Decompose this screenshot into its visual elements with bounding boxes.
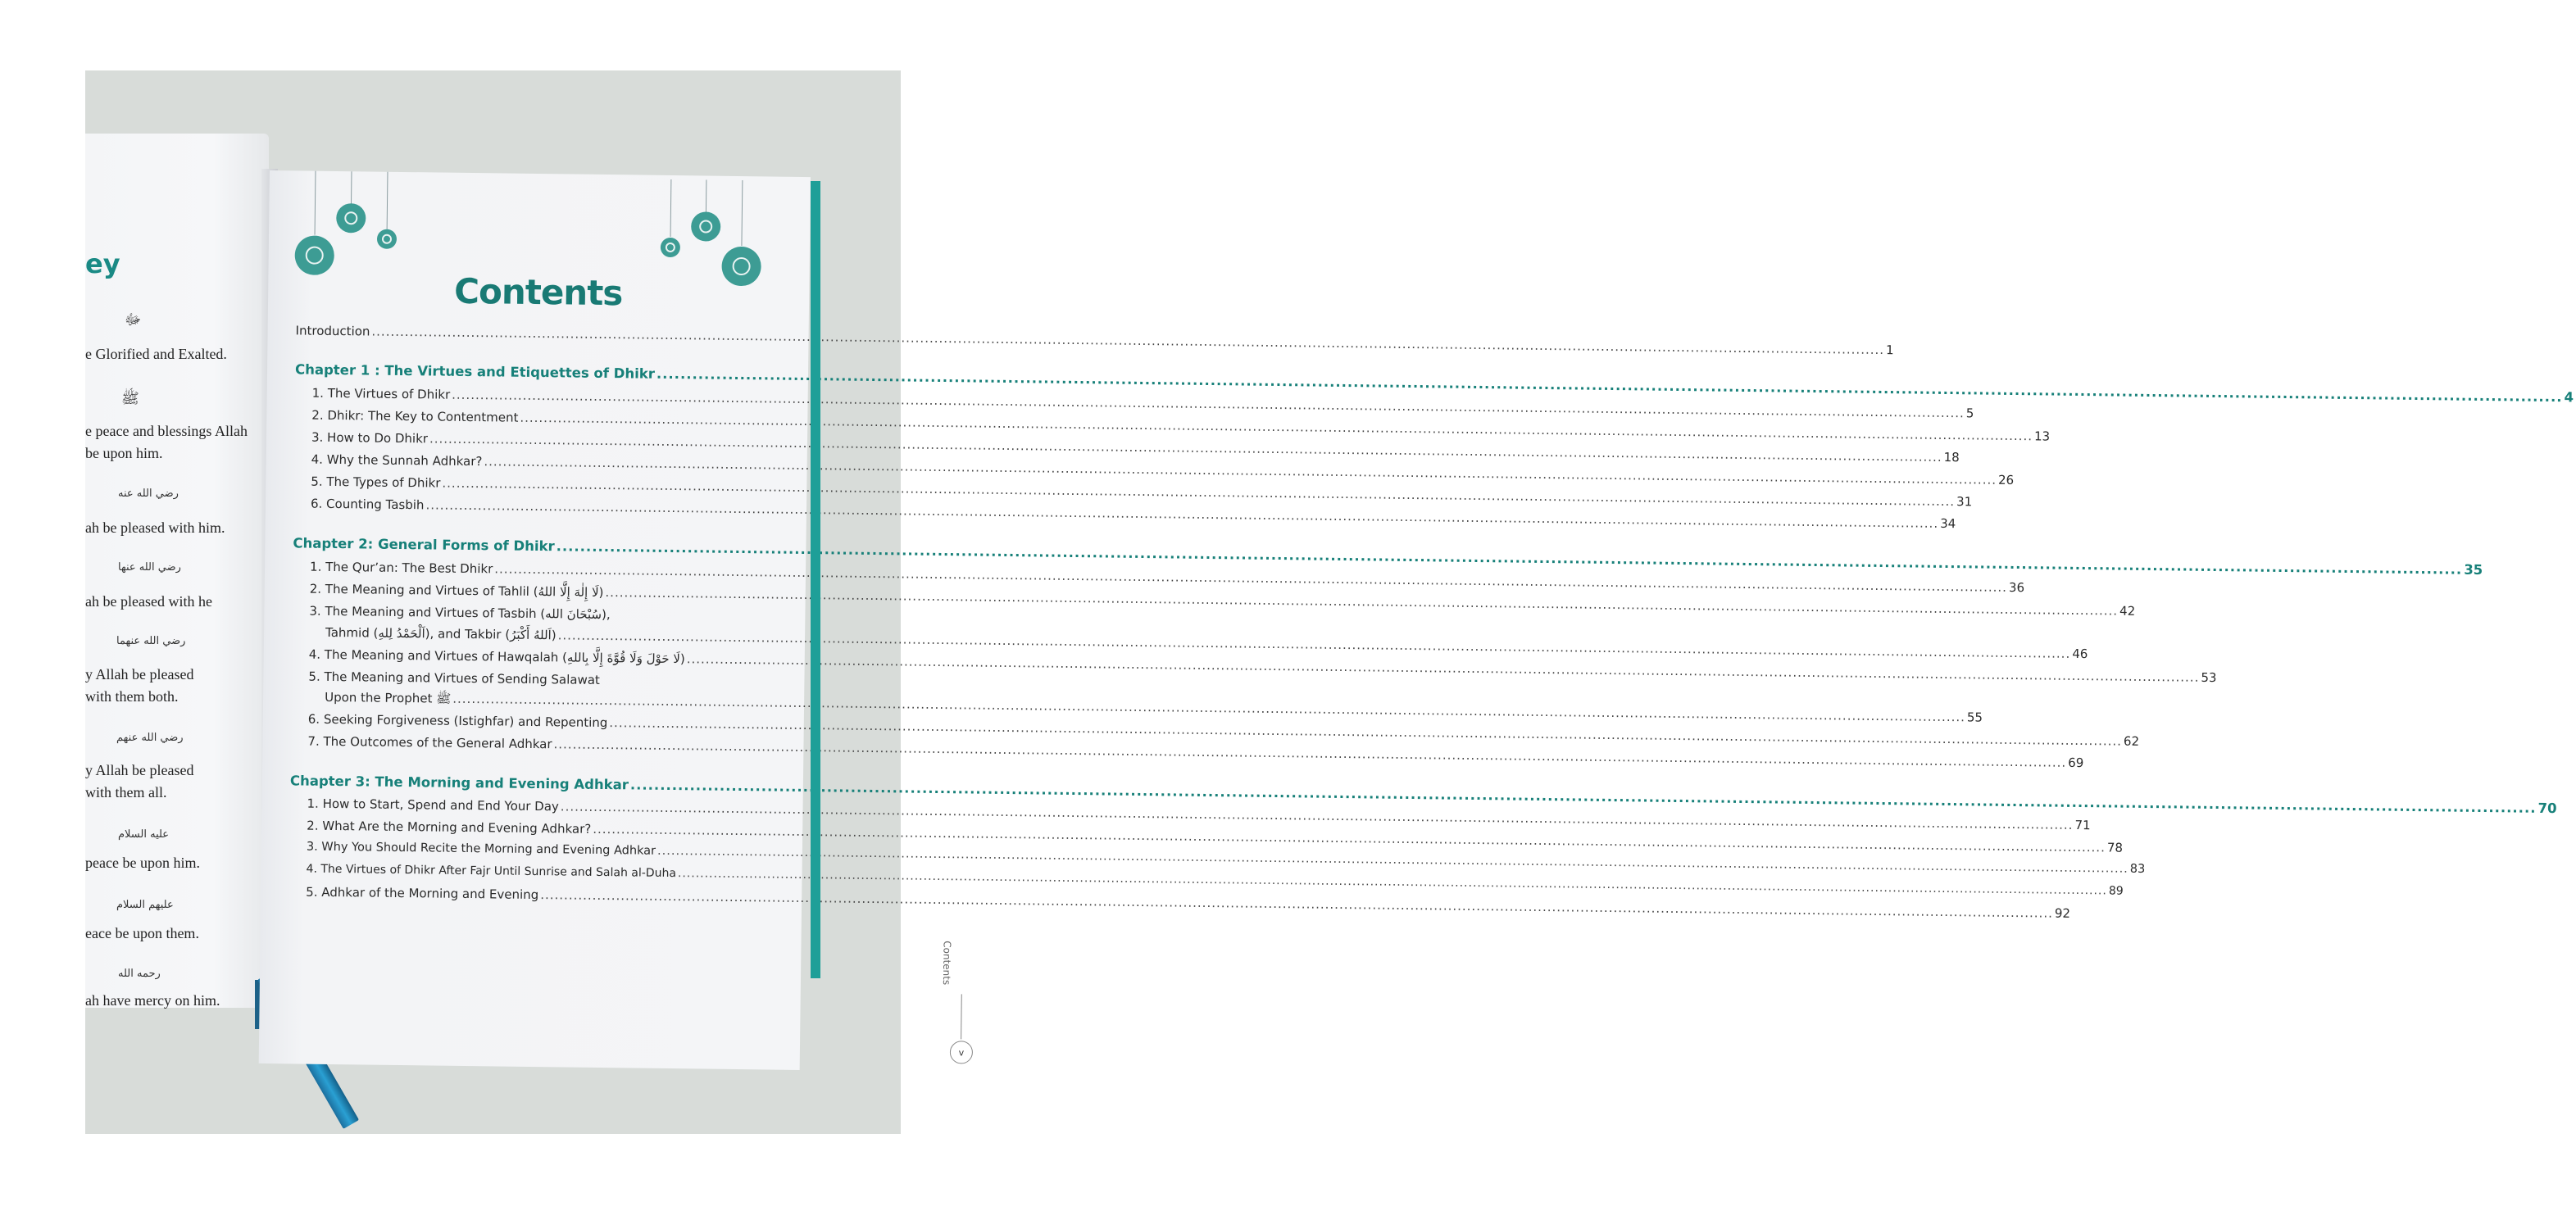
key-title: ey — [85, 248, 120, 279]
key-item-text: eace be upon them. — [85, 925, 199, 941]
toc-label: 2. The Meaning and Virtues of Tahlil (لَا إِلٰهَ إِلَّا اللهُ) — [309, 581, 604, 601]
toc-entry — [310, 496, 1956, 532]
toc-label: 6. Seeking Forgiveness (Istighfar) and Repenting — [307, 711, 608, 731]
toc-label: 3. How to Do Dhikr — [311, 429, 429, 447]
flower-ornament — [336, 203, 366, 233]
toc-label: 5. The Meaning and Virtues of Sending Salawat — [308, 669, 600, 687]
toc-page: 13 — [2033, 429, 2051, 444]
page-number: v — [950, 1041, 973, 1063]
key-item-text: e Glorified and Exalted. — [85, 346, 227, 362]
toc-page: 89 — [2108, 884, 2124, 898]
honorific-glyph: ﷻ — [125, 311, 142, 329]
toc-label: Chapter 2: General Forms of Dhikr — [293, 535, 555, 555]
flower-ornament — [377, 229, 397, 249]
toc-label: Chapter 3: The Morning and Evening Adhkar — [289, 773, 629, 793]
toc-label: 2. What Are the Morning and Evening Adhkar? — [307, 818, 592, 837]
honorific-glyph: عليهم السلام — [116, 899, 174, 911]
key-item-text: ah be pleased with he — [85, 593, 212, 610]
running-head: Contents — [940, 941, 953, 986]
honorific-glyph: عليه السلام — [118, 828, 170, 841]
toc-label: 6. Counting Tasbih — [310, 496, 425, 513]
book-photo — [85, 70, 2574, 1134]
toc-page: 53 — [2201, 669, 2217, 686]
toc-page: 35 — [2464, 561, 2483, 578]
toc-page: 92 — [2054, 905, 2071, 921]
honorific-glyph: رضي الله عنهما — [116, 635, 186, 647]
toc-page: 78 — [2106, 840, 2124, 855]
toc-page: 55 — [1966, 710, 1983, 725]
toc-page: 71 — [2074, 817, 2091, 833]
toc-label: 2. Dhikr: The Key to Contentment — [311, 407, 519, 425]
toc-label: Chapter 1 : The Virtues and Etiquettes of Dhikr — [294, 361, 656, 382]
toc-page: 5 — [1965, 406, 1974, 421]
toc-label: 4. Why the Sunnah Adhkar? — [311, 451, 483, 469]
key-item-text: e peace and blessings Allah be upon him. — [85, 423, 248, 461]
toc-label: 7. The Outcomes of the General Adhkar — [307, 733, 552, 752]
toc-label: Upon the Prophet ﷺ — [325, 689, 452, 706]
key-item-text: ah have mercy on him. — [85, 992, 220, 1009]
toc-label: 3. Why You Should Recite the Morning and Evening Adhkar — [306, 840, 656, 858]
contents-page — [259, 170, 2574, 1070]
toc-page: 31 — [1956, 494, 1973, 510]
flower-ornament — [661, 238, 680, 257]
toc-page: 42 — [2119, 603, 2136, 619]
honorific-glyph: رضي الله عنه — [118, 488, 179, 500]
toc-label: 5. Adhkar of the Morning and Evening — [306, 884, 539, 903]
toc-entry — [306, 884, 2071, 921]
toc-label: Introduction — [295, 323, 370, 339]
toc-page: 46 — [2072, 646, 2088, 662]
toc-label: 4. The Virtues of Dhikr After Fajr Until Sunrise and Salah al-Duha — [306, 862, 677, 881]
toc-page: 18 — [1943, 449, 1960, 465]
toc-page: 26 — [1997, 472, 2015, 488]
page-title: Contents — [453, 270, 623, 314]
honorific-glyph: ﷺ — [121, 390, 139, 407]
toc-label: 1. The Virtues of Dhikr — [311, 385, 451, 402]
toc-entry — [308, 669, 752, 690]
key-item-text: y Allah be pleased with them both. — [85, 666, 194, 705]
running-head-line — [961, 994, 962, 1039]
toc-label: 3. The Meaning and Virtues of Tasbih (سُبْحَانَ الله), — [309, 603, 611, 623]
flower-ornament — [691, 211, 720, 241]
key-item-text: y Allah be pleased with them all. — [85, 762, 194, 800]
key-item-text: ah be pleased with him. — [85, 519, 225, 536]
toc-label: 5. The Types of Dhikr — [311, 474, 441, 491]
toc-page: 83 — [2129, 862, 2146, 877]
honorific-glyph: رحمه الله — [118, 968, 161, 980]
toc-entry — [309, 604, 752, 624]
toc-introduction — [295, 323, 1894, 358]
honorific-glyph: رضي الله عنهم — [116, 732, 184, 744]
toc-page: 70 — [2537, 800, 2557, 817]
toc-page: 62 — [2123, 733, 2140, 749]
honorific-glyph: رضي الله عنها — [118, 561, 181, 574]
toc-page: 1 — [1885, 342, 1894, 358]
toc-page: 69 — [2068, 755, 2084, 771]
toc-page: 36 — [2008, 579, 2025, 596]
flower-ornament — [721, 247, 761, 287]
toc-page: 4 — [2564, 389, 2574, 406]
toc-entry — [307, 733, 2084, 771]
toc-page: 34 — [1940, 515, 1956, 532]
toc-label: 4. The Meaning and Virtues of Hawqalah (لَا حَوْلَ وَلَا قُوَّةَ إِلَّا بِاللهِ) — [308, 646, 685, 667]
left-page — [85, 134, 269, 1008]
toc-label: 1. The Qur’an: The Best Dhikr — [309, 559, 493, 577]
book-edge — [811, 181, 820, 978]
flower-ornament — [294, 235, 334, 275]
key-item-text: peace be upon him. — [85, 855, 200, 871]
toc-label: Tahmid (اَلْحَمْدُ لِلهِ), and Takbir (اَللهُ أَكْبَرُ) — [325, 624, 557, 643]
toc-label: 1. How to Start, Spend and End Your Day — [307, 796, 559, 814]
